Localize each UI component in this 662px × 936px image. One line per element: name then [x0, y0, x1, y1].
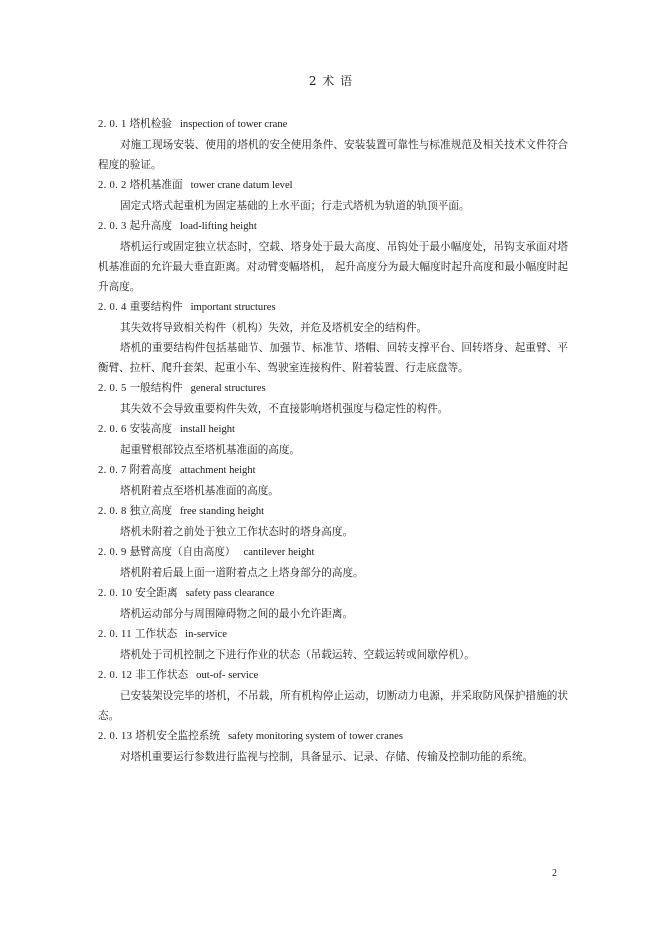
term-definition: 已安装架设完毕的塔机，不吊载，所有机构停止运动，切断动力电源，并采取防风保护措施的状态。 [98, 690, 568, 722]
term-english: safety pass clearance [185, 588, 275, 599]
term-number: 2. 0. 3 [98, 221, 127, 232]
term-heading [98, 419, 568, 440]
term-definition: 固定式塔式起重机为固定基础的上水平面；行走式塔机为轨道的轨顶平面。 [120, 200, 470, 212]
term-definition: 其失效将导致相关构件（机构）失效，并危及塔机安全的结构件。 [120, 322, 428, 334]
term-english: important structures [190, 302, 276, 313]
term-definition: 塔机运动部分与周围障碍物之间的最小允许距离。 [120, 608, 354, 620]
term-heading [98, 665, 568, 686]
term-chinese: 重要结构件 [129, 301, 183, 313]
term-english: cantilever height [243, 547, 315, 558]
term-heading [98, 460, 568, 481]
term-number: 2. 0. 5 [98, 383, 127, 394]
term-english: attachment height [179, 465, 256, 476]
term-english: install height [179, 424, 235, 435]
term-heading [98, 114, 568, 135]
page-number: 2 [552, 868, 557, 879]
term-chinese: 非工作状态 [135, 669, 189, 681]
term-number: 2. 0. 7 [98, 465, 127, 476]
term-number: 2. 0. 4 [98, 302, 127, 313]
term-chinese: 独立高度 [129, 505, 172, 517]
term-heading [98, 501, 568, 522]
term-chinese: 一般结构件 [129, 382, 183, 394]
term-number: 2. 0. 10 [98, 588, 133, 599]
term-english: in-service [185, 629, 227, 640]
term-definition: 塔机处于司机控制之下进行作业的状态（吊载运转、空载运转或间歇停机）。 [120, 649, 475, 661]
term-definition: 对施工现场安装、使用的塔机的安全使用条件、安装装置可靠性与标准规范及相关技术文件符合程度的验证。 [98, 139, 568, 171]
term-heading [98, 726, 568, 747]
term-chinese: 悬臂高度（自由高度） [129, 546, 236, 558]
term-heading [98, 175, 568, 196]
term-chinese: 安装高度 [129, 423, 172, 435]
term-chinese: 塔机基准面 [129, 179, 183, 191]
term-number: 2. 0. 1 [98, 119, 127, 130]
term-definition: 对塔机重要运行参数进行监视与控制，具备显示、记录、存储、传输及控制功能的系统。 [120, 751, 534, 763]
term-heading [98, 542, 568, 563]
term-heading [98, 583, 568, 604]
term-english: safety monitoring system of tower cranes [227, 731, 403, 742]
term-definition: 起重臂根部铰点至塔机基准面的高度。 [120, 444, 301, 456]
term-english: inspection of tower crane [179, 119, 288, 130]
term-chinese: 塔机安全监控系统 [135, 730, 220, 742]
term-english: general structures [190, 383, 266, 394]
term-number: 2. 0. 8 [98, 506, 127, 517]
term-definition: 塔机附着点至塔机基准面的高度。 [120, 485, 279, 497]
term-definition: 其失效不会导致重要构件失效，不直接影响塔机强度与稳定性的构件。 [120, 403, 449, 415]
term-number: 2. 0. 6 [98, 424, 127, 435]
term-heading [98, 297, 568, 318]
term-number: 2. 0. 2 [98, 180, 127, 191]
term-number: 2. 0. 11 [98, 629, 132, 640]
term-number: 2. 0. 12 [98, 670, 133, 681]
section-title: 2 术 语 [308, 74, 354, 88]
terms-list [98, 114, 568, 767]
term-heading [98, 624, 568, 645]
term-definition: 塔机未附着之前处于独立工作状态时的塔身高度。 [120, 526, 354, 538]
term-chinese: 起升高度 [129, 220, 172, 232]
term-english: out-of- service [196, 670, 259, 681]
term-english: free standing height [179, 506, 265, 517]
term-heading [98, 378, 568, 399]
term-number: 2. 0. 9 [98, 547, 127, 558]
term-chinese: 塔机检验 [129, 118, 172, 130]
term-definition: 塔机的重要结构件包括基础节、加强节、标准节、塔帽、回转支撑平台、回转塔身、起重臂、平衡臂、拉杆、爬升套架、起重小车、驾驶室连接构件、附着装置、行走底盘等。 [98, 342, 568, 374]
term-definition: 塔机运行或固定独立状态时，空载、塔身处于最大高度、吊钩处于最小幅度处，吊钩支承面对塔机基准面的允许最大垂直距离。对动臂变幅塔机， 起升高度分为最大幅度时起升高度和最小幅度时起升高度。 [98, 241, 568, 293]
term-heading [98, 216, 568, 237]
term-english: load-lifting height [179, 221, 257, 232]
term-english: tower crane datum level [190, 180, 293, 191]
term-definition: 塔机附着后最上面一道附着点之上塔身部分的高度。 [120, 567, 364, 579]
term-chinese: 附着高度 [129, 464, 172, 476]
term-chinese: 安全距离 [135, 587, 178, 599]
term-chinese: 工作状态 [134, 628, 178, 640]
term-number: 2. 0. 13 [98, 731, 133, 742]
